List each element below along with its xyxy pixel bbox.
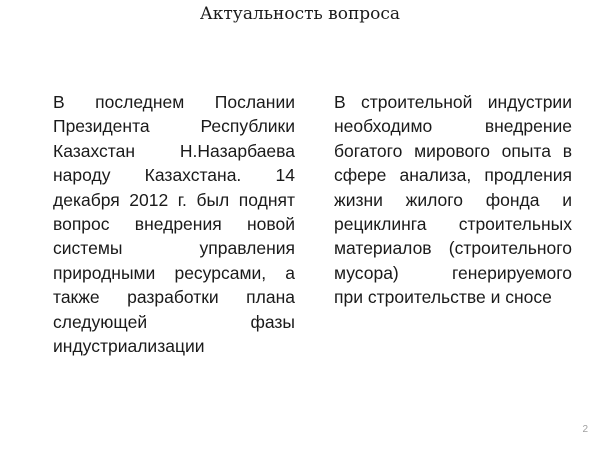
right-text-line: мусора) генерируемого (334, 262, 572, 283)
slide-title: Актуальность вопроса (199, 4, 401, 24)
left-text-line: народу Казахстана. 14 (53, 165, 295, 186)
left-text-line: Казахстан Н.Назарбаева (53, 140, 295, 161)
left-text-line: декабря 2012 г. был поднят (53, 189, 295, 210)
right-text-line: сфере анализа, продления (334, 165, 572, 186)
left-text-line: Президента Республики (53, 116, 295, 137)
right-text-column (334, 90, 572, 310)
page-number: 2 (582, 424, 588, 435)
left-text-line: системы управления (53, 238, 295, 259)
right-text-line: при строительстве и сносе (334, 287, 552, 308)
right-text-line: жизни жилого фонда и (334, 189, 572, 210)
left-text-line: также разработки плана (53, 287, 295, 308)
left-text-line: следующей фазы (53, 311, 295, 332)
right-text-line: рециклинга строительных (334, 214, 572, 235)
left-text-line: индустриализации (53, 336, 205, 357)
right-text-line: необходимо внедрение (334, 116, 572, 137)
left-text-line: природными ресурсами, а (53, 262, 295, 283)
left-text-line: вопрос внедрения новой (53, 214, 295, 235)
right-text-line: В строительной индустрии (334, 92, 572, 112)
left-text-line: В последнем Послании (53, 92, 295, 112)
right-text-line: богатого мирового опыта в (334, 140, 572, 161)
left-text-column (53, 90, 295, 358)
right-text-line: материалов (строительного (334, 238, 572, 259)
